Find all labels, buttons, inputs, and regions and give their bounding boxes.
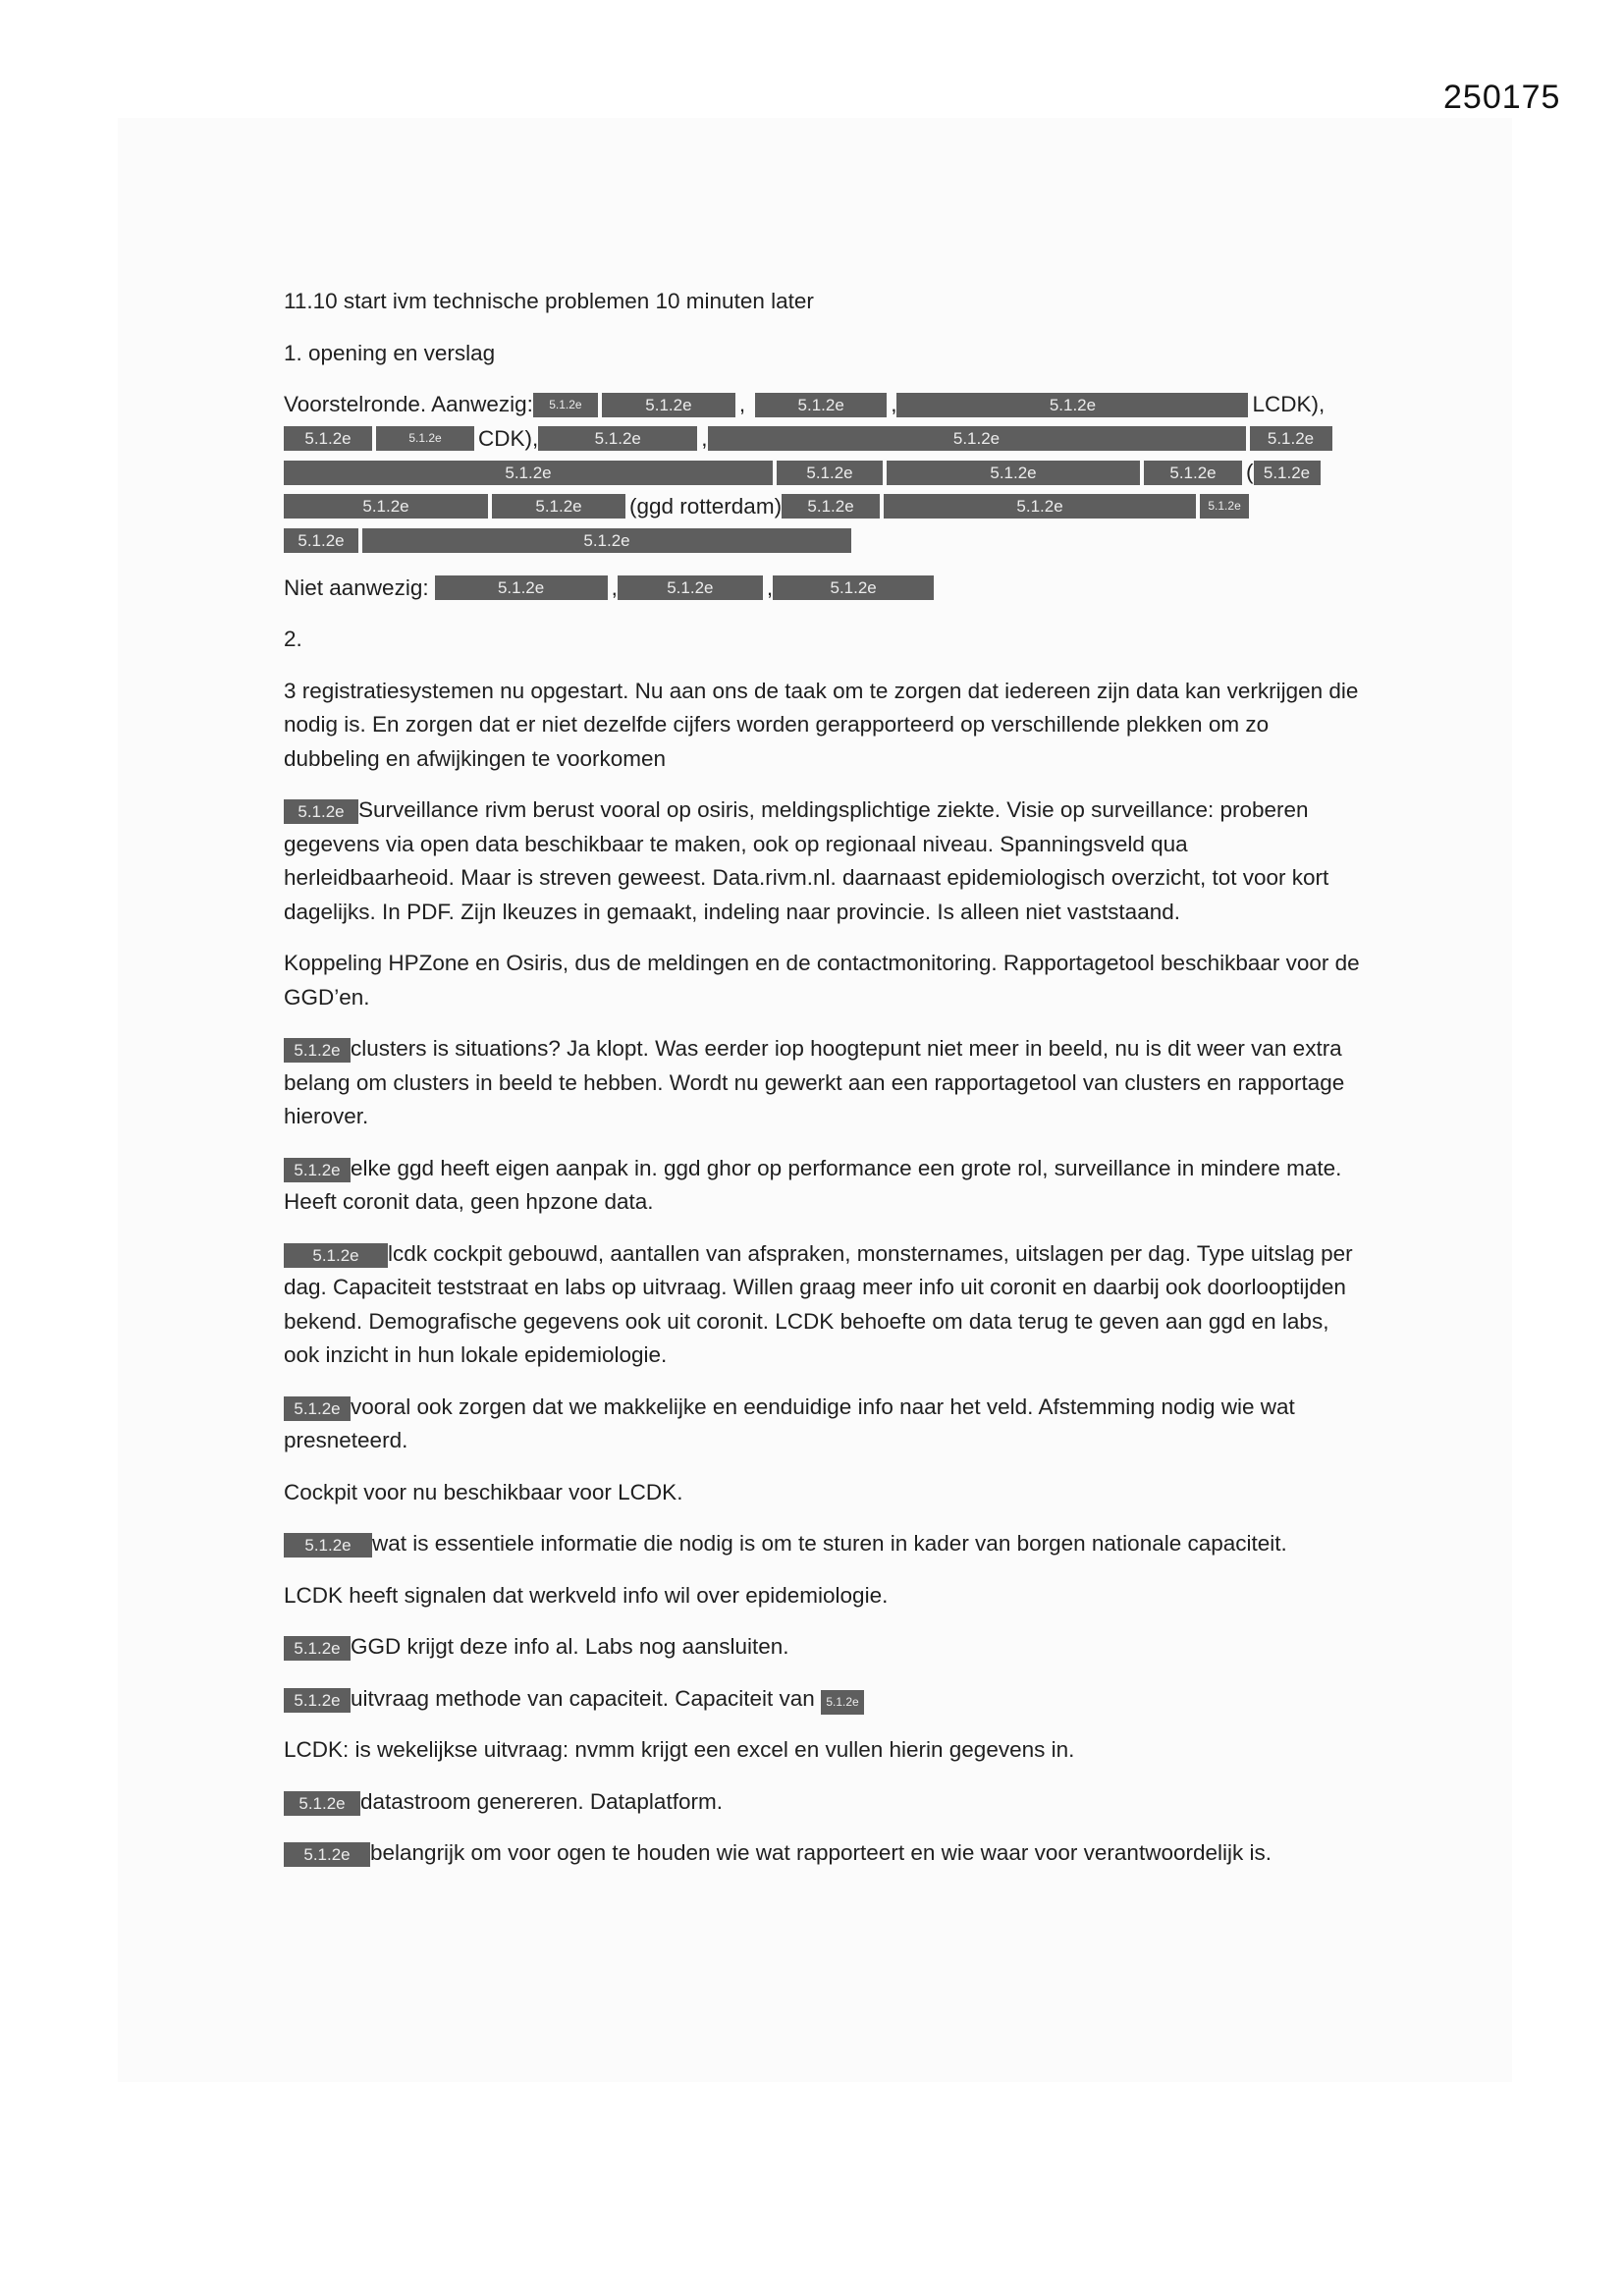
redaction-box: 5.1.2e: [896, 393, 1248, 417]
redaction-box: 5.1.2e: [533, 393, 598, 417]
paragraph: [284, 675, 1364, 777]
attendance-line-5: [284, 523, 1364, 558]
redaction-box: 5.1.2e: [362, 528, 851, 553]
redaction-box: 5.1.2e: [284, 528, 358, 553]
attendance-line-3: [284, 456, 1364, 490]
redaction-box: 5.1.2e: [284, 461, 773, 485]
attendance-label: Voorstelronde. Aanwezig:: [284, 392, 533, 416]
redaction-box: 5.1.2e: [284, 1533, 372, 1558]
redaction-box: 5.1.2e: [708, 426, 1246, 451]
separator: ,: [611, 574, 618, 600]
attendance-line-1: [284, 388, 1364, 422]
paragraph: [284, 1527, 1364, 1561]
absent-label: Niet aanwezig:: [284, 574, 429, 600]
separator: ,: [766, 574, 774, 600]
redaction-box: 5.1.2e: [435, 575, 608, 600]
paragraph: [284, 1237, 1364, 1373]
redaction-box: 5.1.2e: [284, 494, 488, 519]
attendance-block: [284, 388, 1364, 558]
absent-line: [284, 572, 1364, 606]
redaction-box: 5.1.2e: [884, 494, 1196, 519]
redaction-box: 5.1.2e: [284, 799, 358, 824]
redaction-box: 5.1.2e: [284, 1636, 351, 1661]
redaction-box: 5.1.2e: [1144, 461, 1242, 485]
redaction-box: 5.1.2e: [1250, 426, 1332, 451]
paragraph-text: elke ggd heeft eigen aanpak in. ggd ghor op performance een grote rol, surveillance in mindere mate. Heeft coronit data, geen hpzone data.: [284, 1155, 1342, 1214]
redaction-box: 5.1.2e: [284, 1158, 351, 1182]
redaction-box: 5.1.2e: [492, 494, 625, 519]
redaction-box: 5.1.2e: [887, 461, 1140, 485]
separator: ,: [738, 392, 746, 416]
redaction-box: 5.1.2e: [284, 1396, 351, 1421]
redaction-box: 5.1.2e: [1254, 461, 1321, 485]
redaction-box: 5.1.2e: [773, 575, 934, 600]
paragraph-text: lcdk cockpit gebouwd, aantallen van afspraken, monsternames, uitslagen per dag. Type uitslag per dag. Capaciteit teststraat en labs op uitvraag. Willen graag meer info uit coronit en daarbij ook doorlooptijden bekend. Demografische gegevens ook uit coronit. LCDK behoefte om data terug te geven aan ggd en labs, ook inzicht in hun lokale epidemiologie.: [284, 1240, 1353, 1367]
redaction-box: 5.1.2e: [821, 1690, 864, 1715]
agenda-item-2: 2.: [284, 627, 302, 651]
paragraph-text: 3 registratiesystemen nu opgestart. Nu aan ons de taak om te zorgen dat iedereen zijn data kan verkrijgen die nodig is. En zorgen dat er niet dezelfde cijfers worden gerapporteerd op verschillende plekken om zo dubbeling en afwijkingen te voorkomen: [284, 678, 1359, 771]
paragraph-text: clusters is situations? Ja klopt. Was eerder iop hoogtepunt niet meer in beeld, nu is dit weer van extra belang om clusters in beeld te hebben. Wordt nu gewerkt aan een rapportagetool van clusters en rapportage hierover.: [284, 1036, 1345, 1128]
paragraph-text: LCDK heeft signalen dat werkveld info wil over epidemiologie.: [284, 1582, 889, 1608]
attendance-text: (ggd rotterdam): [629, 493, 783, 519]
paragraph: [284, 1733, 1364, 1768]
paragraph: [284, 1630, 1364, 1665]
paragraph-text: wat is essentiele informatie die nodig is om te sturen in kader van borgen nationale capaciteit.: [372, 1531, 1287, 1556]
document-number: 250175: [1443, 79, 1561, 116]
agenda-item-1: 1. opening en verslag: [284, 340, 496, 365]
paragraph: [284, 793, 1364, 929]
paragraph-text: Cockpit voor nu beschikbaar voor LCDK.: [284, 1479, 683, 1504]
paragraph: [284, 1579, 1364, 1613]
paragraph: [284, 1032, 1364, 1134]
paragraph-text: Surveillance rivm berust vooral op osiris, meldingsplichtige ziekte. Visie op surveillance: proberen gegevens via open data beschikbaar te maken, ook op regionaal niveau. Spanningsveld qua herleidbaarheoid. Maar is streven geweest. Data.rivm.nl. daarnaast epidemiologisch overzicht, tot voor kort dagelijks. In PDF. Zijn lkeuzes in gemaakt, indeling naar provincie. Is alleen niet vaststaand.: [284, 797, 1329, 924]
paragraph: [284, 1785, 1364, 1820]
paragraph-text: datastroom genereren. Dataplatform.: [360, 1788, 723, 1814]
meeting-minutes: [284, 285, 1364, 1888]
separator: ,: [891, 392, 897, 416]
redaction-box: 5.1.2e: [782, 494, 880, 519]
paragraph: [284, 1152, 1364, 1220]
separator: ,: [701, 425, 708, 451]
intro-line: 11.10 start ivm technische problemen 10 minuten later: [284, 289, 814, 313]
redaction-box: 5.1.2e: [284, 1243, 388, 1268]
redaction-box: 5.1.2e: [284, 1038, 351, 1063]
paragraph-text: Koppeling HPZone en Osiris, dus de meldingen en de contactmonitoring. Rapportagetool beschikbaar voor de GGD’en.: [284, 951, 1360, 1010]
redaction-box: 5.1.2e: [538, 426, 697, 451]
redaction-box: 5.1.2e: [284, 1688, 351, 1713]
paragraph-text: vooral ook zorgen dat we makkelijke en eenduidige info naar het veld. Afstemming nodig wie wat presneteerd.: [284, 1394, 1295, 1452]
attendance-text: CDK),: [478, 425, 539, 451]
redaction-box: 5.1.2e: [777, 461, 883, 485]
redaction-box: 5.1.2e: [602, 393, 735, 417]
redaction-box: 5.1.2e: [284, 426, 372, 451]
paragraph: [284, 1682, 1364, 1717]
attendance-text: (: [1246, 460, 1254, 484]
redaction-box: 5.1.2e: [618, 575, 763, 600]
attendance-line-4: [284, 490, 1364, 524]
paragraph-text: GGD krijgt deze info al. Labs nog aansluiten.: [351, 1634, 789, 1659]
redaction-box: 5.1.2e: [284, 1842, 370, 1867]
paragraph: [284, 947, 1364, 1014]
attendance-line-2: [284, 422, 1364, 457]
paragraph: [284, 1836, 1364, 1871]
redaction-box: 5.1.2e: [1200, 494, 1249, 519]
redaction-box: 5.1.2e: [376, 426, 474, 451]
paragraph-text: uitvraag methode van capaciteit. Capaciteit van: [351, 1685, 815, 1711]
attendance-text: LCDK),: [1252, 392, 1326, 416]
paragraph-text: belangrijk om voor ogen te houden wie wat rapporteert en wie waar voor verantwoordelijk is.: [370, 1840, 1272, 1865]
redaction-box: 5.1.2e: [755, 393, 887, 417]
paragraph: [284, 1476, 1364, 1510]
redaction-box: 5.1.2e: [284, 1791, 360, 1816]
paragraph: [284, 1391, 1364, 1458]
paragraph-text: LCDK: is wekelijkse uitvraag: nvmm krijgt een excel en vullen hierin gegevens in.: [284, 1737, 1075, 1762]
